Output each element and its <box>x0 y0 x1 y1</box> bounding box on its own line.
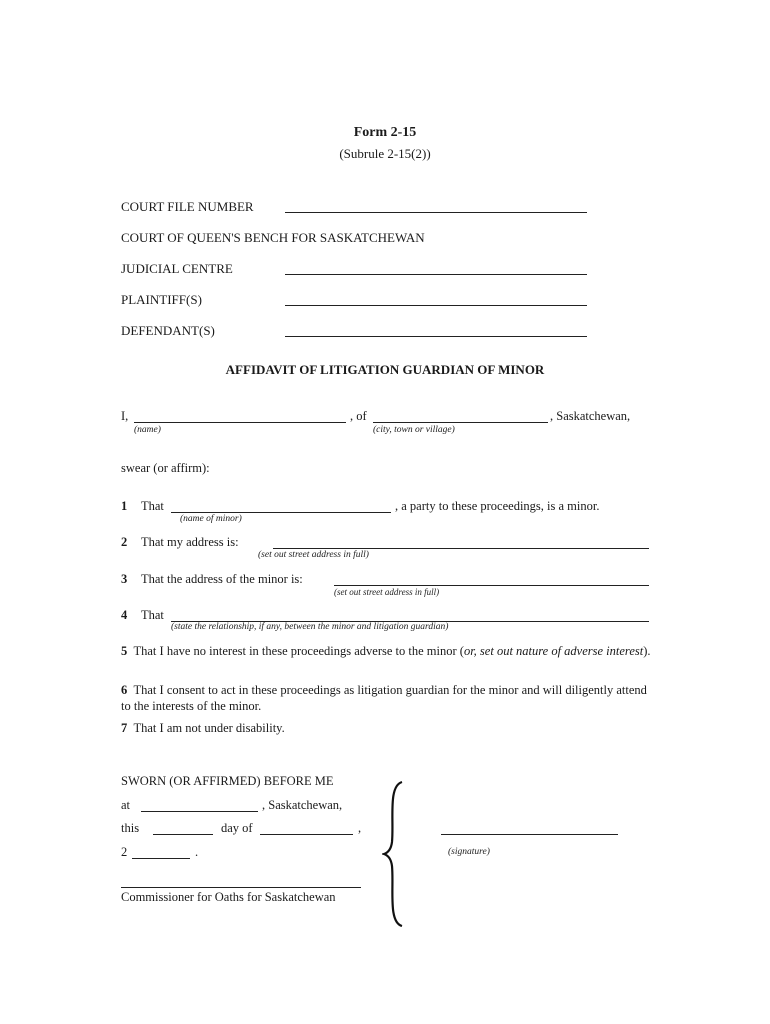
item-5-end: ). <box>643 644 651 658</box>
my-address-line[interactable] <box>273 548 649 549</box>
city-caption: (city, town or village) <box>373 425 455 435</box>
item-1-number: 1 <box>121 499 128 513</box>
minor-address-line[interactable] <box>334 585 649 586</box>
item-4-lead: That <box>141 608 164 622</box>
year-line[interactable] <box>132 858 190 859</box>
city-line[interactable] <box>373 422 548 423</box>
court-file-number-label: COURT FILE NUMBER <box>121 199 254 214</box>
court-file-number-line[interactable] <box>285 212 587 213</box>
item-5-text: That I have no interest in these proceedings adverse to the minor ( <box>133 644 464 658</box>
item-7-paragraph <box>121 720 651 736</box>
item-2-number: 2 <box>121 535 128 549</box>
this-label: this <box>121 821 140 835</box>
place-line[interactable] <box>141 811 258 812</box>
item-5-paragraph <box>121 643 651 659</box>
minor-name-caption: (name of minor) <box>180 514 242 524</box>
relationship-caption: (state the relationship, if any, between the minor and litigation guardian) <box>171 622 449 632</box>
signature-caption: (signature) <box>448 847 490 857</box>
my-address-caption: (set out street address in full) <box>258 550 369 560</box>
item-6-paragraph <box>121 682 651 714</box>
commissioner-label: Commissioner for Oaths for Saskatchewan <box>121 890 336 904</box>
date-comma: , <box>358 821 362 835</box>
intro-province: , Saskatchewan, <box>550 409 631 423</box>
brace-icon <box>382 780 412 928</box>
item-4-number: 4 <box>121 608 128 622</box>
month-line[interactable] <box>260 834 353 835</box>
judicial-centre-line[interactable] <box>285 274 587 275</box>
item-3-lead: That the address of the minor is: <box>141 572 303 586</box>
defendants-line[interactable] <box>285 336 587 337</box>
sworn-heading: SWORN (OR AFFIRMED) BEFORE ME <box>121 774 334 788</box>
judicial-centre-label: JUDICIAL CENTRE <box>121 261 233 276</box>
at-label: at <box>121 798 131 812</box>
item-7-number: 7 <box>121 721 128 735</box>
item-5-number: 5 <box>121 644 128 658</box>
year-period: . <box>195 845 199 859</box>
year-prefix: 2 <box>121 845 128 859</box>
plaintiffs-label: PLAINTIFF(S) <box>121 292 202 307</box>
affidavit-title: AFFIDAVIT OF LITIGATION GUARDIAN OF MINOR <box>225 362 545 377</box>
signature-line[interactable] <box>441 834 618 835</box>
item-5-italic: or, set out nature of adverse interest <box>463 644 644 658</box>
defendants-label: DEFENDANT(S) <box>121 323 215 338</box>
name-line[interactable] <box>134 422 346 423</box>
item-2-lead: That my address is: <box>141 535 239 549</box>
plaintiffs-line[interactable] <box>285 305 587 306</box>
item-1-lead: That <box>141 499 164 513</box>
form-title: Form 2-15 <box>353 125 417 140</box>
swear-text: swear (or affirm): <box>121 461 210 475</box>
at-tail: , Saskatchewan, <box>262 798 343 812</box>
item-1-tail: , a party to these proceedings, is a minor. <box>395 499 600 513</box>
day-line[interactable] <box>153 834 213 835</box>
form-subrule: (Subrule 2-15(2)) <box>339 146 431 161</box>
minor-name-line[interactable] <box>171 512 391 513</box>
item-7-text: That I am not under disability. <box>133 721 285 735</box>
intro-i: I, <box>121 409 129 423</box>
court-name: COURT OF QUEEN'S BENCH FOR SASKATCHEWAN <box>121 230 425 245</box>
commissioner-line[interactable] <box>121 887 361 888</box>
item-3-number: 3 <box>121 572 128 586</box>
name-caption: (name) <box>134 425 161 435</box>
intro-of: , of <box>350 409 367 423</box>
item-6-text: That I consent to act in these proceedings as litigation guardian for the minor and will diligently attend to the interests of the minor. <box>121 683 647 713</box>
day-of-label: day of <box>221 821 253 835</box>
item-6-number: 6 <box>121 683 128 697</box>
minor-address-caption: (set out street address in full) <box>334 587 440 597</box>
